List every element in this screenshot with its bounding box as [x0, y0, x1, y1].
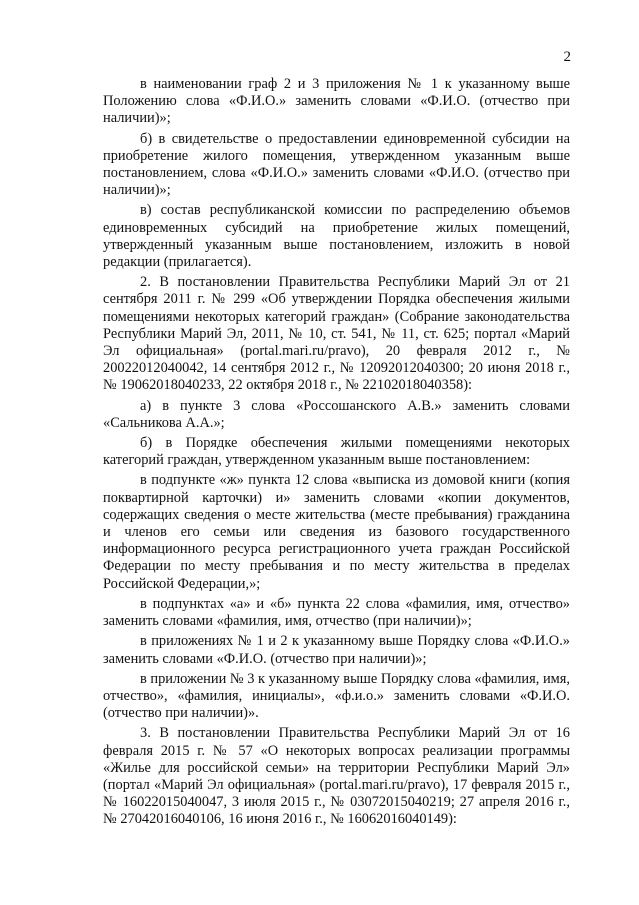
paragraph-appendices-1-2: в приложениях № 1 и 2 к указанному выше Порядку слова «Ф.И.О.» заменить словами «Ф.И.О. (отчество при наличии)»; [103, 633, 570, 667]
paragraph-resolution-57: 3. В постановлении Правительства Республики Марий Эл от 16 февраля 2015 г. № 57 «О некоторых вопросах реализации программы «Жилье для российской семьи» на территории Республики Марий Эл» (портал «Марий Эл официальная» (portal.mari.ru/pravo), 17 февраля 2015 г., № 16022015040047, 3 июля 2015 г., № 03072015040219; 27 апреля 2016 г., № 27042016040106, 16 июня 2016 г., № 16062016040149): [103, 725, 570, 828]
paragraph-procedure-amendments: б) в Порядке обеспечения жилыми помещениями некоторых категорий граждан, утвержденном указанным выше постановлением: [103, 435, 570, 469]
paragraph-certificate-change: б) в свидетельстве о предоставлении единовременной субсидии на приобретение жилого помещения, утвержденном указанным выше постановлением, слова «Ф.И.О.» заменить словами «Ф.И.О. (отчество при наличии)»; [103, 130, 570, 199]
paragraph-subitem-zh: в подпункте «ж» пункта 12 слова «выписка из домовой книги (копия поквартирной карточки) и» заменить словами «копии документов, содержащих сведения о месте жительства (месте пребывания) гражданина и членов его семьи или сведения из базового государственного информационного ресурса регистрационного учета граждан Российской Федерации по месту пребывания и по месту жительства в пределах Российской Федерации,»; [103, 472, 570, 592]
paragraph-name-change: в наименовании граф 2 и 3 приложения № 1 к указанному выше Положению слова «Ф.И.О.» заменить словами «Ф.И.О. (отчество при наличии)»; [103, 76, 570, 127]
paragraph-resolution-299: 2. В постановлении Правительства Республики Марий Эл от 21 сентября 2011 г. № 299 «Об утверждении Порядка обеспечения жилыми помещениями некоторых категорий граждан» (Собрание законодательства Республики Марий Эл, 2011, № 10, ст. 541, № 11, ст. 625; портал «Марий Эл официальная» (portal.mari.ru/pravo), 20 февраля 2012 г., № 20022012040042, 14 сентября 2012 г., № 12092012040300; 20 июня 2018 г., № 19062018040233, 22 октября 2018 г., № 22102018040358): [103, 274, 570, 394]
paragraph-appendix-3: в приложении № 3 к указанному выше Порядку слова «фамилия, имя, отчество», «фамилия, инициалы», «ф.и.о.» заменить словами «Ф.И.О. (отчество при наличии)». [103, 670, 570, 722]
page-number: 2 [563, 49, 571, 65]
document-body [103, 76, 570, 832]
paragraph-item-3-replacement: а) в пункте 3 слова «Россошанского А.В.» заменить словами «Сальникова А.А.»; [103, 397, 570, 431]
paragraph-commission-composition: в) состав республиканской комиссии по распределению объемов единовременных субсидий на приобретение жилых помещений, утвержденный указанным выше постановлением, изложить в новой редакции (прилагается). [103, 202, 570, 271]
paragraph-subitems-a-b: в подпунктах «а» и «б» пункта 22 слова «фамилия, имя, отчество» заменить словами «фамилия, имя, отчество (при наличии)»; [103, 595, 570, 630]
